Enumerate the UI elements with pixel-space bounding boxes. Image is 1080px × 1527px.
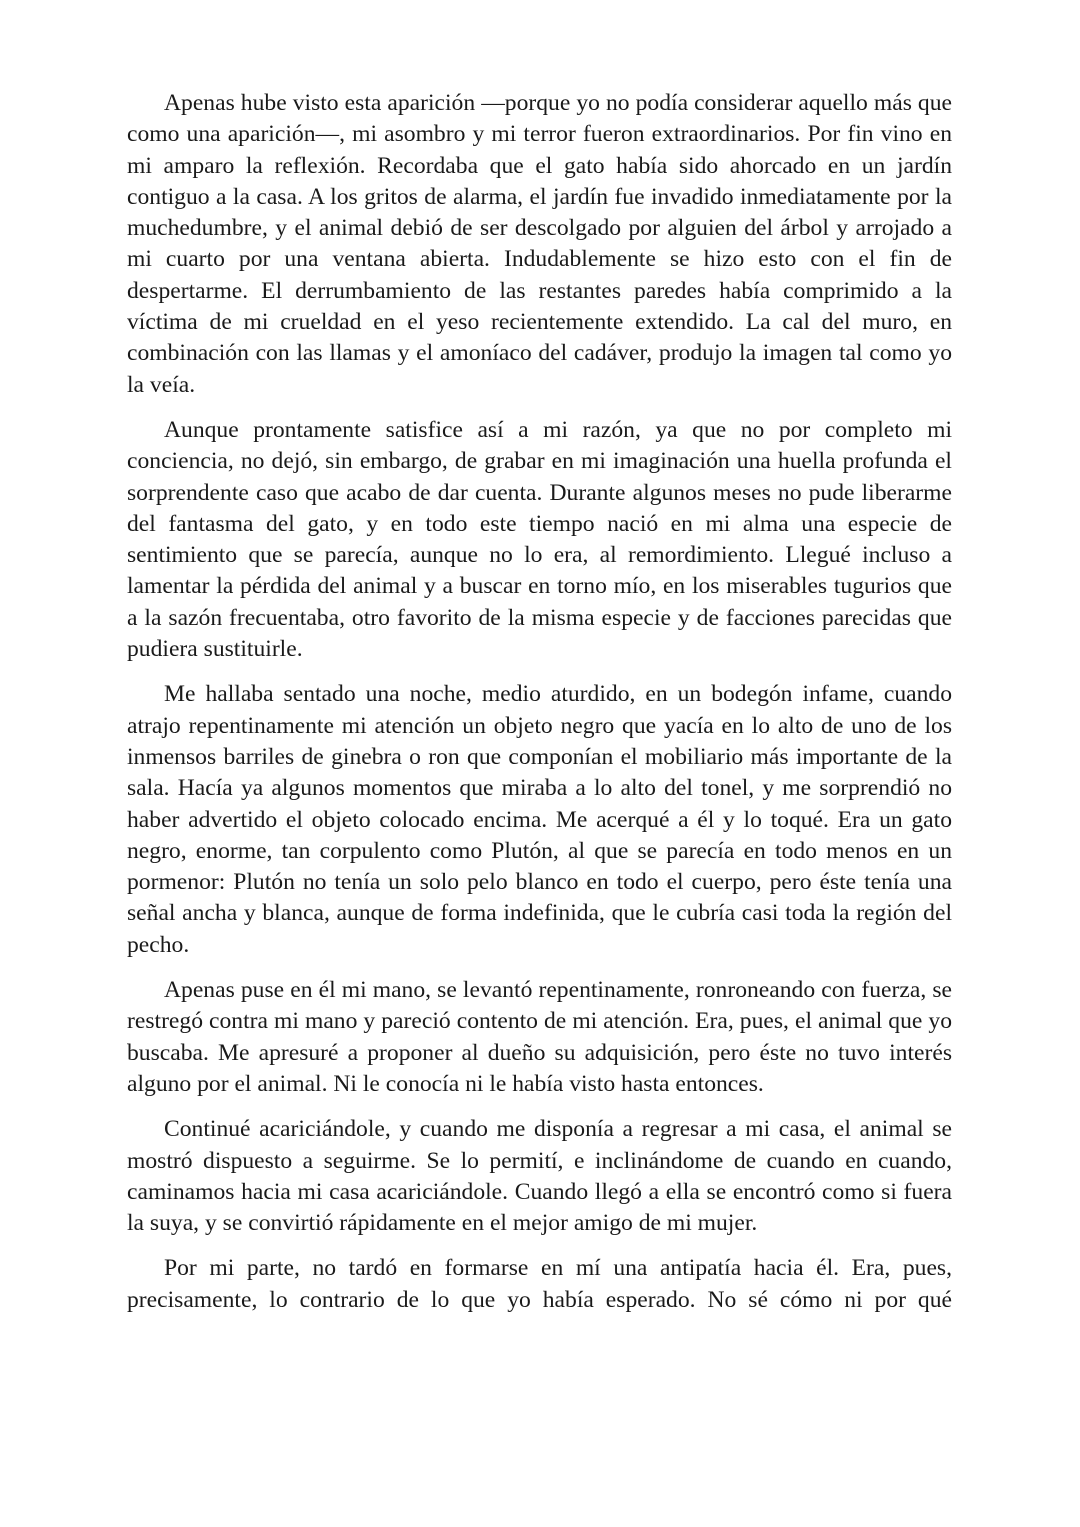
paragraph-2: Aunque prontamente satisfice así a mi razón, ya que no por completo mi conciencia, no dejó, sin embargo, de grabar en mi imaginación una huella profunda el sorprendente caso que acabo de dar cuenta. Durante algunos meses no pude liberarme del fantasma del gato, y en todo este tiempo nació en mi alma una especie de sentimiento que se parecía, aunque no lo era, al remordimiento. Llegué incluso a lamentar la pérdida del animal y a buscar en torno mío, en los miserables tugurios que a la sazón frecuentaba, otro favorito de la misma especie y de facciones parecidas que pudiera sustituirle.: [127, 416, 952, 663]
paragraph-1: Apenas hube visto esta aparición —porque yo no podía considerar aquello más que como una aparición—, mi asombro y mi terror fueron extraordinarios. Por fin vino en mi amparo la reflexión. Recordaba que el gato había sido ahorcado en un jardín contiguo a la casa. A los gritos de alarma, el jardín fue invadido inmediatamente por la muchedumbre, y el animal debió de ser descolgado por alguien del árbol y arrojado a mi cuarto por una ventana abierta. Indudablemente se hizo esto con el fin de despertarme. El derrumbamiento de las restantes paredes había comprimido a la víctima de mi crueldad en el yeso recientemente extendido. La cal del muro, en combinación con las llamas y el amoníaco del cadáver, produjo la imagen tal como yo la veía.: [127, 90, 952, 398]
paragraph-3: Me hallaba sentado una noche, medio aturdido, en un bodegón infame, cuando atrajo repentinamente mi atención un objeto negro que yacía en lo alto de uno de los inmensos barriles de ginebra o ron que componían el mobiliario más importante de la sala. Hacía ya algunos momentos que miraba a lo alto del tonel, y me sorprendió no haber advertido el objeto colocado encima. Me acerqué a él y lo toqué. Era un gato negro, enorme, tan corpulento como Plutón, al que se parecía en todo menos en un pormenor: Plutón no tenía un solo pelo blanco en todo el cuerpo, pero éste tenía una señal ancha y blanca, aunque de forma indefinida, que le cubría casi toda la región del pecho.: [127, 681, 952, 958]
document-page: [127, 88, 952, 1316]
paragraph-5: Continué acariciándole, y cuando me disponía a regresar a mi casa, el animal se mostró dispuesto a seguirme. Se lo permití, e inclinándome de cuando en cuando, caminamos hacia mi casa acariciándole. Cuando llegó a ella se encontró como si fuera la suya, y se convirtió rápidamente en el mejor amigo de mi mujer.: [127, 1116, 952, 1237]
paragraph-4: Apenas puse en él mi mano, se levantó repentinamente, ronroneando con fuerza, se restregó contra mi mano y pareció contento de mi atención. Era, pues, el animal que yo buscaba. Me apresuré a proponer al dueño su adquisición, pero éste no tuvo interés alguno por el animal. Ni le conocía ni le había visto hasta entonces.: [127, 977, 952, 1097]
paragraph-6: Por mi parte, no tardó en formarse en mí una antipatía hacia él. Era, pues, precisamente, lo contrario de lo que yo había esperado. No sé cómo ni por qué: [127, 1255, 952, 1313]
